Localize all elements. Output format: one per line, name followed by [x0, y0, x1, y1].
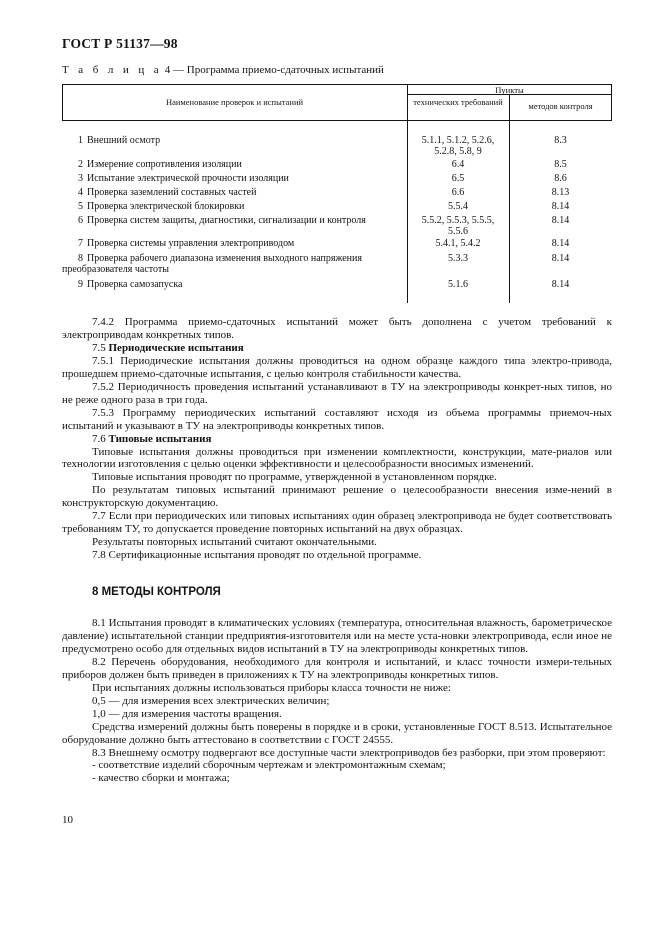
row-tech-cell: 5.5.2, 5.5.3, 5.5.5, 5.5.6	[421, 215, 495, 237]
table-caption-label: Т а б л и ц а	[62, 64, 163, 76]
paragraph-7-5-1: 7.5.1 Периодические испытания должны проводиться на одном образце каждого типа электро-привода, прошедшем приемо-сдаточные испытания, с целью контроля стабильности качества.	[62, 354, 612, 380]
row-methods-cell: 8.14	[551, 253, 570, 264]
row-methods-cell: 8.14	[551, 238, 570, 249]
row-name-cell: 8 Проверка рабочего диапазона изменения выходного напряжения преобразователя частоты	[62, 253, 362, 275]
paragraph-8-2: 8.2 Перечень оборудования, необходимого для контроля и испытаний, и класс точности измери-тельных приборов должен быть приведен в приложениях к ТУ на электроприводы конкретных типов.	[62, 655, 612, 681]
row-methods-cell: 8.14	[551, 215, 570, 226]
row-methods-cell: 8.14	[551, 201, 570, 212]
table-header-bottom-rule	[62, 120, 612, 121]
test-program-table	[62, 84, 612, 303]
row-methods-cell: 8.14	[551, 279, 570, 290]
section-8-text	[62, 617, 612, 785]
row-methods-cell: 8.3	[554, 135, 567, 146]
row-tech-cell: 5.1.1, 5.1.2, 5.2.6, 5.2.8, 5.8, 9	[421, 135, 495, 157]
paragraph-7-6-a: Типовые испытания должны проводиться при изменении комплектности, конструкции, мате-риалов или технологии изготовления с целью оценки эффективности и целесообразности вносимых изменений.	[62, 445, 612, 471]
paragraph-7-4-2: 7.4.2 Программа приемо-сдаточных испытаний может быть дополнена с учетом требований к электроприводам конкретных типов.	[62, 316, 612, 341]
column-header-control-methods: методов контроля	[528, 101, 593, 111]
row-methods-cell: 8.6	[554, 173, 567, 184]
row-name-cell: 9 Проверка самозапуска	[78, 279, 183, 290]
row-name-cell: 3 Испытание электрической прочности изоляции	[78, 173, 289, 184]
row-tech-cell: 6.4	[451, 159, 465, 170]
paragraph-8-3-b: - качество сборки и монтажа;	[92, 772, 230, 785]
row-tech-cell: 6.5	[451, 173, 465, 184]
paragraph-8-2-d: 1,0 — для измерения частоты вращения.	[92, 707, 282, 720]
paragraph-8-1: 8.1 Испытания проводят в климатических условиях (температура, относительная влажность, барометрическое давление) испытательной станции предприятия-изготовителя или на месте уста-новки электропривода, если иное не предусмотрено особо для отдельных видов испытаний в ТУ на электроприводы конкретных типов.	[62, 617, 612, 655]
row-tech-cell: 6.6	[451, 187, 465, 198]
paragraph-8-2-c: 0,5 — для измерения всех электрических величин;	[92, 694, 330, 707]
row-name-cell: 1 Внешний осмотр	[78, 135, 161, 146]
paragraph-8-3: 8.3 Внешнему осмотру подвергают все доступные части электроприводов без разборки, при этом проверяют:	[92, 746, 606, 759]
table-caption	[62, 64, 384, 76]
page-number: 10	[62, 814, 73, 826]
paragraph-7-7-b: Результаты повторных испытаний считают окончательными.	[92, 536, 377, 549]
paragraph-7-7: 7.7 Если при периодических или типовых испытаниях один образец электропривода не будет соответствовать требованиям ТУ, то допускается проведение повторных испытаний на двух образцах.	[62, 510, 612, 536]
column-header-points: Пункты	[495, 85, 524, 95]
paragraph-7-6-b: Типовые испытания проводят по программе, утвержденной в установленном порядке.	[92, 471, 497, 484]
row-name-cell: 2 Измерение сопротивления изоляции	[78, 159, 242, 170]
column-header-tech-requirements: технических требований	[413, 97, 503, 107]
paragraph-7-6-c: По результатам типовых испытаний принимают решение о целесообразности внесения изме-нений в конструкторскую документацию.	[62, 484, 612, 510]
heading-7-5: 7.5 Периодические испытания	[92, 341, 244, 354]
row-name-cell: 6 Проверка систем защиты, диагностики, сигнализации и контроля	[78, 215, 366, 226]
heading-7-6: 7.6 Типовые испытания	[92, 432, 212, 445]
row-methods-cell: 8.13	[551, 187, 570, 198]
row-name-cell: 5 Проверка электрической блокировки	[78, 201, 245, 212]
row-name-cell: 4 Проверка заземлений составных частей	[78, 187, 257, 198]
row-tech-cell: 5.1.6	[448, 279, 468, 290]
paragraph-7-5-2: 7.5.2 Периодичность проведения испытаний устанавливают в ТУ на электроприводы конкрет-ных типов, но не реже одного раза в три года.	[62, 380, 612, 406]
paragraph-7-5-3: 7.5.3 Программу периодических испытаний составляют исходя из объема программы приемоч-ных испытаний и указывают в ТУ на электроприводы конкретных типов.	[62, 406, 612, 432]
row-methods-cell: 8.5	[554, 159, 567, 170]
table-caption-text: 4 — Программа приемо-сдаточных испытаний	[164, 64, 384, 76]
column-header-name: Наименование проверок и испытаний	[165, 97, 304, 107]
row-tech-cell: 5.4.1, 5.4.2	[435, 238, 481, 249]
section-8-heading: 8 МЕТОДЫ КОНТРОЛЯ	[92, 586, 221, 598]
row-tech-cell: 5.3.3	[448, 253, 468, 264]
paragraph-8-2-b: При испытаниях должны использоваться приборы класса точности не ниже:	[92, 681, 451, 694]
section-7-text	[62, 316, 612, 562]
document-header: ГОСТ Р 51137—98	[62, 36, 178, 51]
row-name-cell: 7 Проверка системы управления электроприводом	[78, 238, 295, 249]
paragraph-7-8: 7.8 Сертификационные испытания проводят по отдельной программе.	[92, 549, 422, 562]
paragraph-8-2-e: Средства измерений должны быть поверены в порядке и в сроки, установленные ГОСТ 8.513. Испытательное оборудование должно быть аттестовано в соответствии с ГОСТ 24555.	[62, 720, 612, 746]
table-column-divider-2	[509, 94, 510, 303]
row-tech-cell: 5.5.4	[448, 201, 468, 212]
paragraph-8-3-a: - соответствие изделий сборочным чертежам и электромонтажным схемам;	[92, 759, 446, 772]
